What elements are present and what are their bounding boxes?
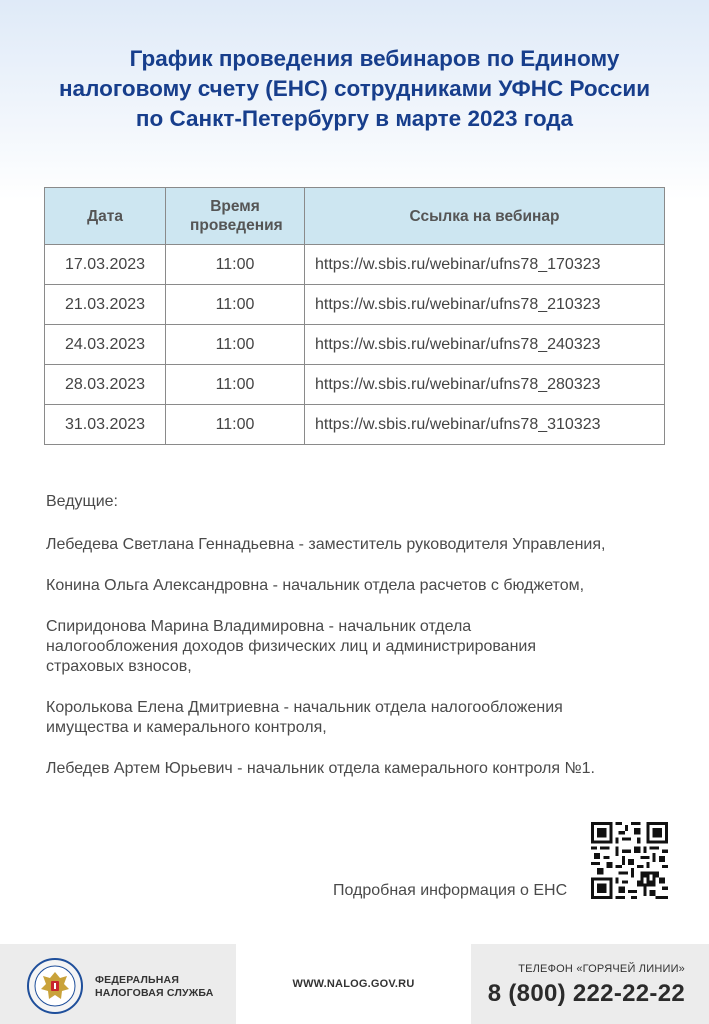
header-time-label: Время проведения [190, 198, 283, 234]
cell-date: 31.03.2023 [45, 405, 166, 445]
page-title [30, 44, 679, 134]
org-name-line-2: НАЛОГОВАЯ СЛУЖБА [95, 987, 214, 999]
hotline-phone[interactable]: 8 (800) 222-22-22 [487, 980, 685, 1007]
hosts-section [46, 492, 666, 800]
webinar-link[interactable]: https://w.sbis.ru/webinar/ufns78_210323 [305, 285, 665, 325]
cell-time: 11:00 [166, 325, 305, 365]
header-link: Ссылка на вебинар [305, 188, 665, 245]
host-item: Лебедев Артем Юрьевич - начальник отдела камерального контроля №1. [46, 760, 595, 777]
title-line-2: налоговому счету (ЕНС) сотрудниками УФНС России [58, 76, 651, 101]
qr-code-icon[interactable] [591, 822, 668, 899]
qr-caption: Подробная информация о ЕНС [333, 882, 568, 899]
cell-time: 11:00 [166, 405, 305, 445]
cell-date: 24.03.2023 [45, 325, 166, 365]
header-date: Дата [45, 188, 166, 245]
cell-time: 11:00 [166, 245, 305, 285]
table-row [45, 365, 665, 405]
cell-time: 11:00 [166, 285, 305, 325]
webinar-link[interactable]: https://w.sbis.ru/webinar/ufns78_280323 [305, 365, 665, 405]
webinar-link[interactable]: https://w.sbis.ru/webinar/ufns78_240323 [305, 325, 665, 365]
table-header-row [45, 188, 665, 245]
webinar-schedule-table [44, 187, 665, 445]
webinar-link[interactable]: https://w.sbis.ru/webinar/ufns78_170323 [305, 245, 665, 285]
cell-date: 21.03.2023 [45, 285, 166, 325]
cell-date: 28.03.2023 [45, 365, 166, 405]
table-row [45, 285, 665, 325]
header-time [166, 188, 305, 245]
webinar-link[interactable]: https://w.sbis.ru/webinar/ufns78_310323 [305, 405, 665, 445]
fns-emblem-icon [27, 958, 83, 1014]
table-row [45, 325, 665, 365]
cell-time: 11:00 [166, 365, 305, 405]
footer [0, 944, 709, 1024]
host-item: Королькова Елена Дмитриевна - начальник отдела налогообложения имущества и камерального контроля, [46, 699, 563, 736]
host-item: Спиридонова Марина Владимировна - начальник отдела налогообложения доходов физических лиц и администрирования страховых взносов, [46, 618, 537, 675]
host-item: Лебедева Светлана Геннадьевна - заместитель руководителя Управления, [46, 536, 606, 553]
cell-date: 17.03.2023 [45, 245, 166, 285]
hotline-label: ТЕЛЕФОН «ГОРЯЧЕЙ ЛИНИИ» [518, 963, 685, 975]
title-line-1: График проведения вебинаров по Единому [129, 46, 620, 71]
footer-site-block [236, 944, 471, 1024]
table-row [45, 245, 665, 285]
site-link[interactable]: WWW.NALOG.GOV.RU [292, 978, 415, 990]
org-name-line-1: ФЕДЕРАЛЬНАЯ [95, 974, 180, 986]
table-row [45, 405, 665, 445]
title-line-3: по Санкт-Петербургу в марте 2023 года [135, 106, 574, 131]
org-name [95, 974, 214, 1000]
host-item: Конина Ольга Александровна - начальник отдела расчетов с бюджетом, [46, 577, 585, 594]
hosts-heading: Ведущие: [46, 493, 118, 510]
